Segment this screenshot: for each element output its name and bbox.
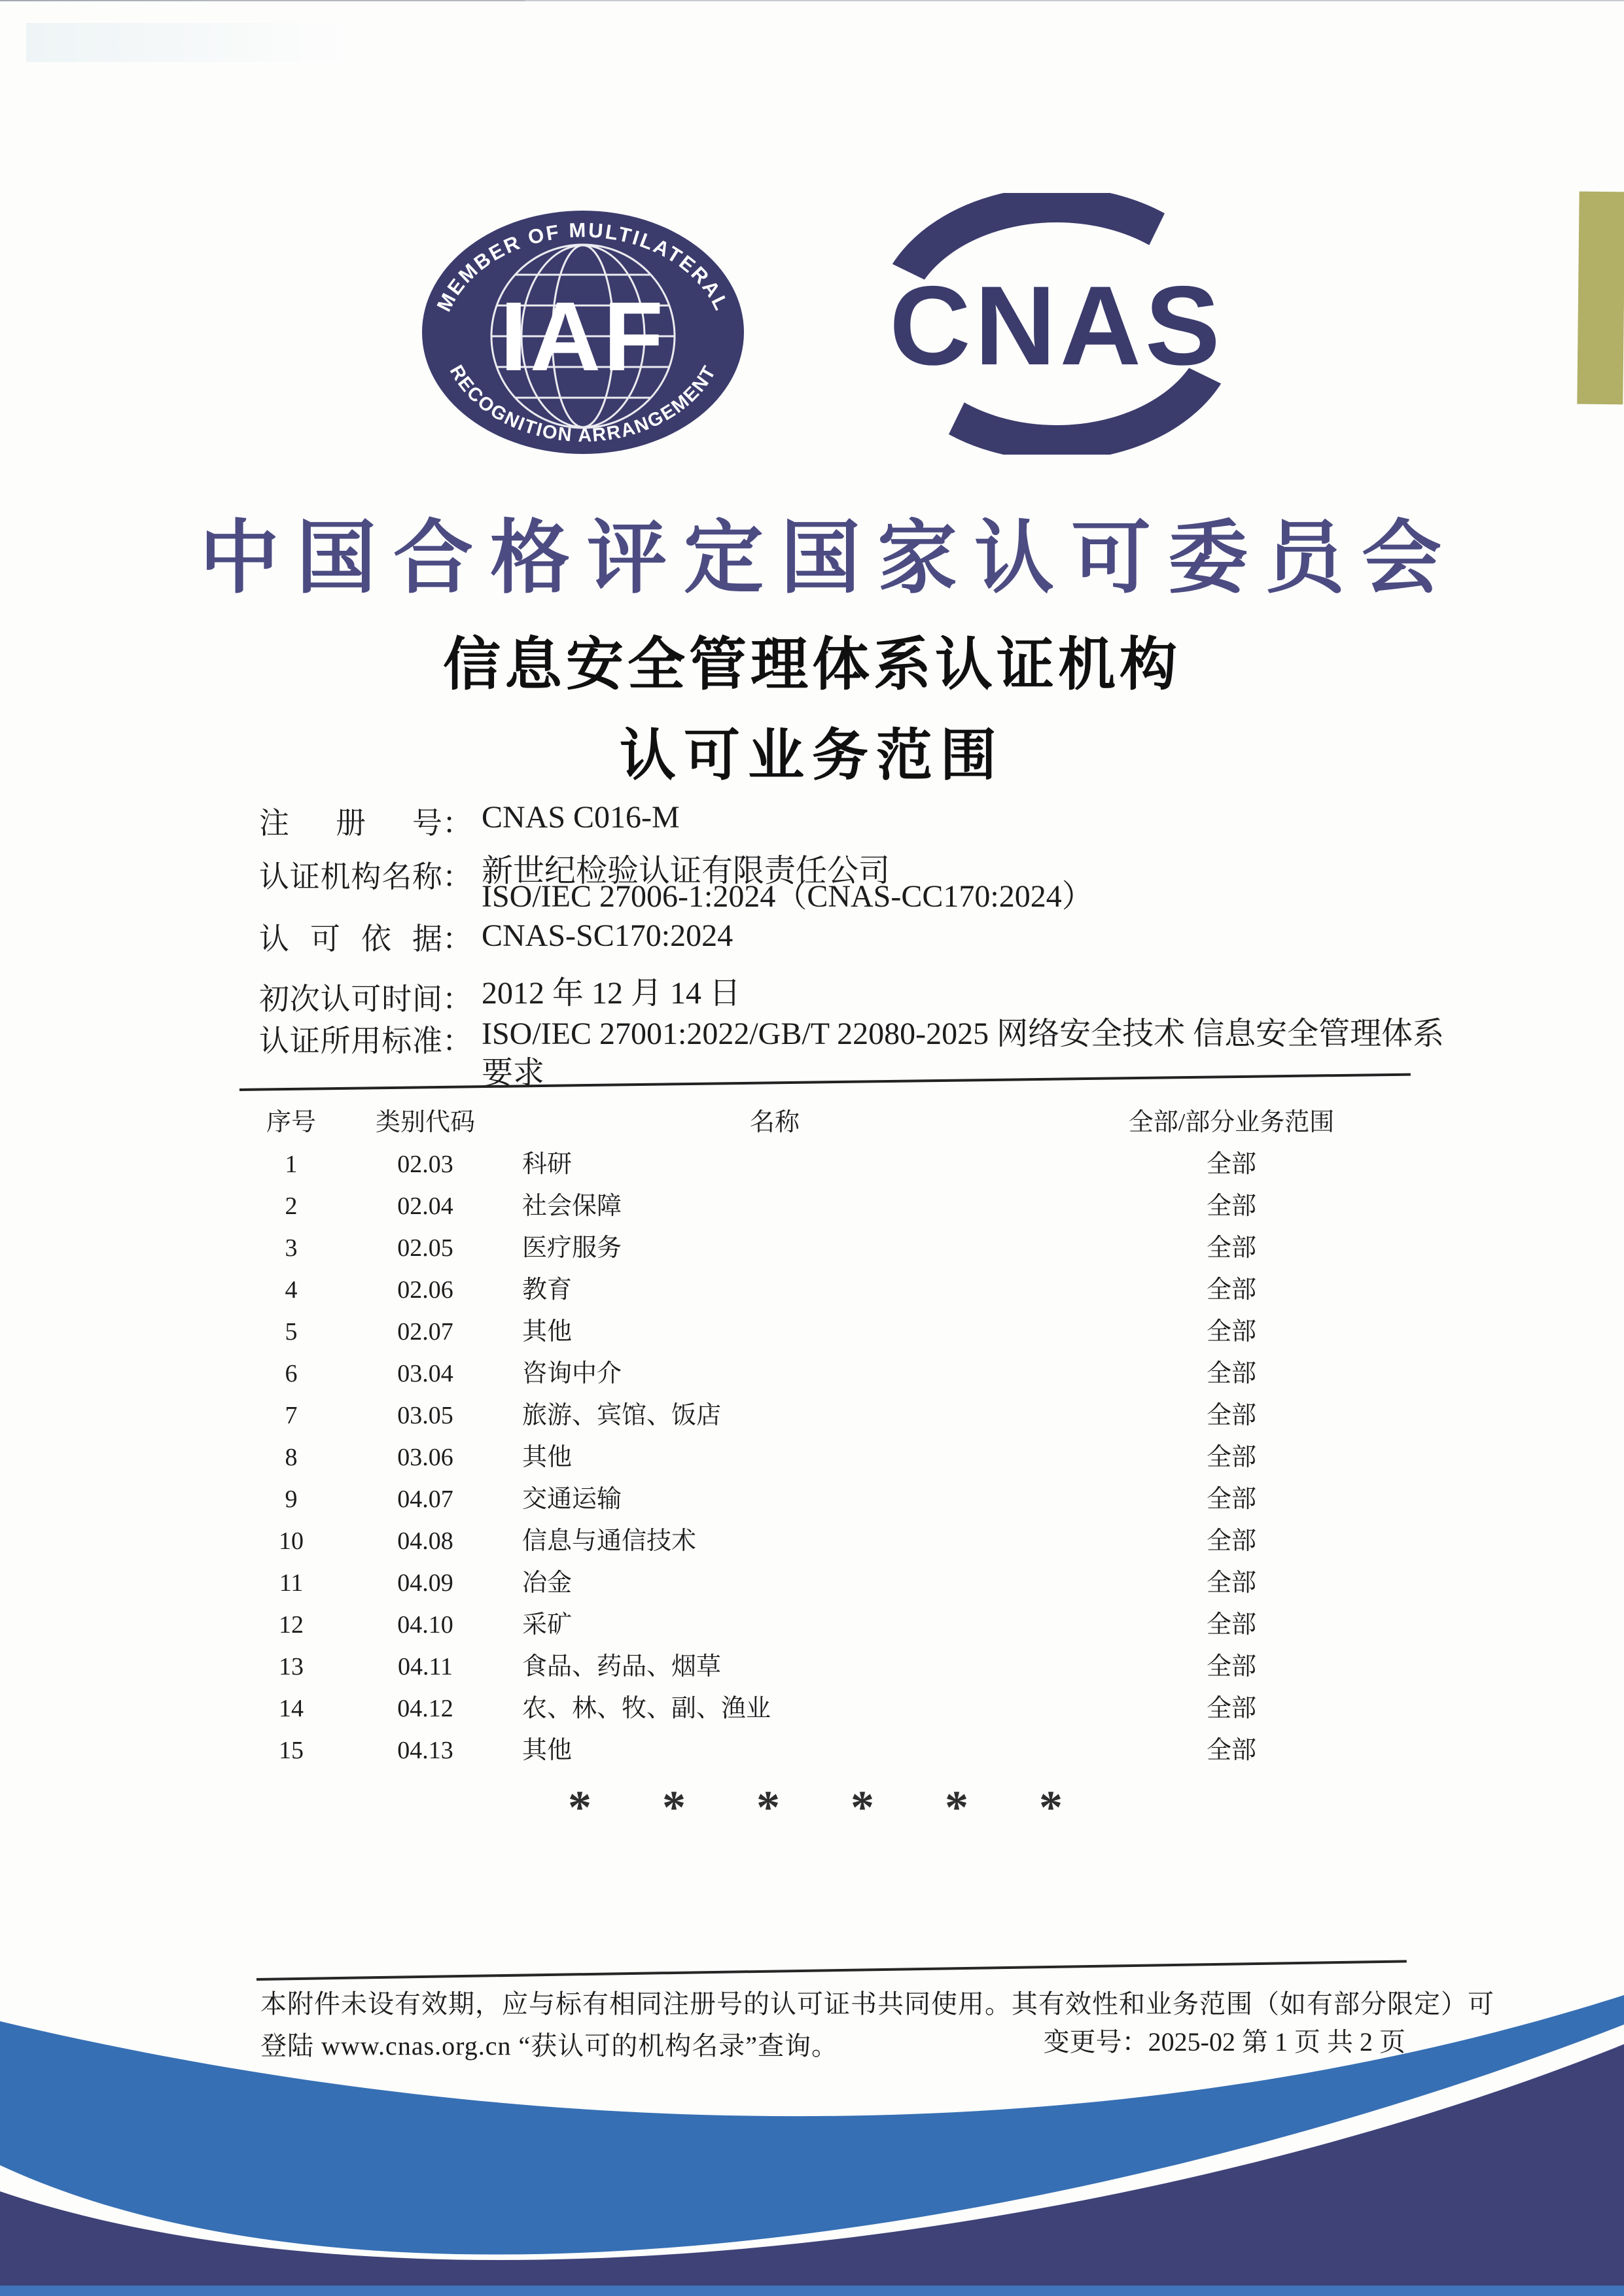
cell-code: 04.08	[397, 1527, 453, 1555]
cell-name: 采矿	[522, 1611, 573, 1639]
criteria-line-2: CNAS-SC170:2024	[482, 918, 733, 953]
accreditation-criteria-label: 认可依据 ：	[259, 922, 472, 956]
header-no: 序号	[266, 1109, 316, 1136]
scan-khaki-strip	[1577, 192, 1624, 405]
document-subtitle: 信息安全管理体系认证机构	[442, 634, 1181, 697]
cell-no: 11	[279, 1569, 304, 1597]
cell-scope: 全部	[1206, 1444, 1256, 1471]
table-row	[0, 1395, 1624, 1436]
cell-name: 其他	[522, 1318, 573, 1346]
cell-no: 2	[285, 1192, 298, 1220]
accreditation-criteria-value	[482, 877, 1093, 956]
cell-name: 其他	[522, 1737, 573, 1764]
footer-note-line2: 登陆 www.cnas.org.cn “获认可的机构名录”查询。	[260, 2031, 838, 2061]
cell-scope: 全部	[1206, 1653, 1256, 1680]
table-row	[0, 1688, 1624, 1730]
table-row	[0, 1185, 1624, 1227]
registration-number-value: CNAS C016-M	[482, 800, 680, 835]
cell-scope: 全部	[1206, 1192, 1256, 1220]
cell-name: 咨询中介	[522, 1360, 622, 1387]
bottom-wave-decoration	[0, 1930, 1624, 2296]
cell-name: 交通运输	[522, 1486, 622, 1513]
bottom-strip	[0, 2286, 1624, 2296]
cell-code: 04.13	[397, 1737, 453, 1764]
cell-no: 6	[285, 1360, 298, 1387]
cell-scope: 全部	[1206, 1611, 1256, 1639]
cell-no: 8	[285, 1444, 298, 1471]
cell-no: 9	[285, 1486, 298, 1513]
criteria-line-1: ISO/IEC 27006-1:2024（CNAS-CC170:2024）	[482, 879, 1093, 914]
table-row	[0, 1520, 1624, 1562]
cell-no: 1	[285, 1151, 298, 1178]
asterisk: *	[756, 1781, 780, 1834]
table-row	[0, 1353, 1624, 1395]
table-row	[0, 1730, 1624, 1771]
header-name: 名称	[749, 1109, 800, 1136]
cell-name: 旅游、宾馆、饭店	[522, 1402, 722, 1429]
certification-standard-label: 认证所用标准 ：	[259, 1024, 472, 1058]
cell-scope: 全部	[1206, 1276, 1256, 1304]
table-row	[0, 1562, 1624, 1604]
iaf-logo	[422, 211, 744, 454]
cell-name: 科研	[522, 1151, 573, 1178]
table-row	[0, 1269, 1624, 1311]
cell-code: 04.10	[397, 1611, 453, 1639]
asterisk: *	[851, 1781, 874, 1834]
cnas-text: CNAS	[889, 263, 1224, 389]
cell-code: 03.05	[397, 1402, 453, 1429]
footer-note-line1: 本附件未设有效期，应与标有相同注册号的认可证书共同使用。其有效性和业务范围（如有部分限定）可	[260, 1989, 1494, 2019]
cell-scope: 全部	[1206, 1402, 1256, 1429]
cell-name: 社会保障	[522, 1192, 622, 1220]
cell-code: 04.12	[397, 1695, 453, 1722]
body-name-value: 新世纪检验认证有限责任公司	[482, 854, 891, 888]
cell-code: 02.07	[397, 1318, 453, 1346]
cell-code: 02.06	[397, 1276, 453, 1304]
initial-accreditation-date-value: 2012 年 12 月 14 日	[482, 976, 741, 1011]
cell-no: 15	[279, 1737, 304, 1764]
table-header-row	[0, 1102, 1624, 1143]
header-code: 类别代码	[375, 1109, 475, 1136]
cell-code: 03.04	[397, 1360, 453, 1387]
cell-scope: 全部	[1206, 1151, 1256, 1178]
scope-title: 认可业务范围	[620, 724, 1004, 787]
cell-code: 02.05	[397, 1234, 453, 1262]
cell-no: 13	[279, 1653, 304, 1680]
cell-scope: 全部	[1206, 1737, 1256, 1764]
body-name-label: 认证机构名称 ：	[259, 860, 472, 894]
cell-scope: 全部	[1206, 1695, 1256, 1722]
cell-scope: 全部	[1206, 1234, 1256, 1262]
cell-code: 03.06	[397, 1444, 453, 1471]
asterisk: *	[945, 1781, 968, 1834]
scope-table-body	[0, 1143, 1624, 1771]
cell-name: 农、林、牧、副、渔业	[522, 1695, 771, 1722]
cell-no: 14	[279, 1695, 304, 1722]
standard-line-1: ISO/IEC 27001:2022/GB/T 22080-2025 网络安全技术 信息安全管理体系	[482, 1017, 1445, 1051]
org-title: 中国合格评定国家认可委员会	[200, 515, 1458, 603]
iaf-arc-bottom-text: RECOGNITION ARRANGEMENT	[445, 361, 721, 447]
asterisk: *	[568, 1781, 591, 1834]
cell-code: 04.09	[397, 1569, 453, 1597]
cell-code: 02.04	[397, 1192, 453, 1220]
cell-name: 冶金	[522, 1569, 573, 1597]
header-scope: 全部/部分业务范围	[1128, 1109, 1335, 1136]
initial-accreditation-date-label: 初次认可时间 ：	[259, 983, 472, 1016]
asterisk: *	[1039, 1781, 1063, 1834]
cell-name: 其他	[522, 1444, 573, 1471]
footer-revision-page-info: 变更号：2025-02 第 1 页 共 2 页	[1043, 2027, 1405, 2057]
scan-smudge	[26, 23, 353, 62]
iaf-center-text: IAF	[500, 281, 666, 391]
cell-scope: 全部	[1206, 1486, 1256, 1513]
table-row	[0, 1646, 1624, 1688]
cell-no: 4	[285, 1276, 298, 1304]
asterisk: *	[662, 1781, 686, 1834]
cell-name: 医疗服务	[522, 1234, 622, 1262]
table-row	[0, 1478, 1624, 1520]
cell-scope: 全部	[1206, 1569, 1256, 1597]
cell-code: 04.07	[397, 1486, 453, 1513]
cell-no: 3	[285, 1234, 298, 1262]
table-row	[0, 1604, 1624, 1646]
cell-no: 7	[285, 1402, 298, 1429]
cell-no: 12	[279, 1611, 304, 1639]
cell-name: 食品、药品、烟草	[522, 1653, 722, 1680]
cnas-logo	[867, 193, 1246, 455]
table-row	[0, 1227, 1624, 1269]
cell-no: 10	[279, 1527, 304, 1555]
iaf-arc-top-text: MEMBER OF MULTILATERAL	[432, 218, 734, 315]
cell-scope: 全部	[1206, 1527, 1256, 1555]
cell-code: 02.03	[397, 1151, 453, 1178]
table-row	[0, 1311, 1624, 1353]
cell-name: 教育	[522, 1276, 573, 1304]
asterisk-separator	[568, 1781, 1063, 1835]
cell-code: 04.11	[397, 1653, 453, 1680]
cell-no: 5	[285, 1318, 298, 1346]
standard-line-2: 要求	[482, 1056, 545, 1090]
cell-name: 信息与通信技术	[522, 1527, 697, 1555]
table-row	[0, 1143, 1624, 1185]
cell-scope: 全部	[1206, 1318, 1256, 1346]
registration-number-label: 注册号 ：	[259, 807, 472, 840]
cell-scope: 全部	[1206, 1360, 1256, 1387]
table-row	[0, 1436, 1624, 1478]
